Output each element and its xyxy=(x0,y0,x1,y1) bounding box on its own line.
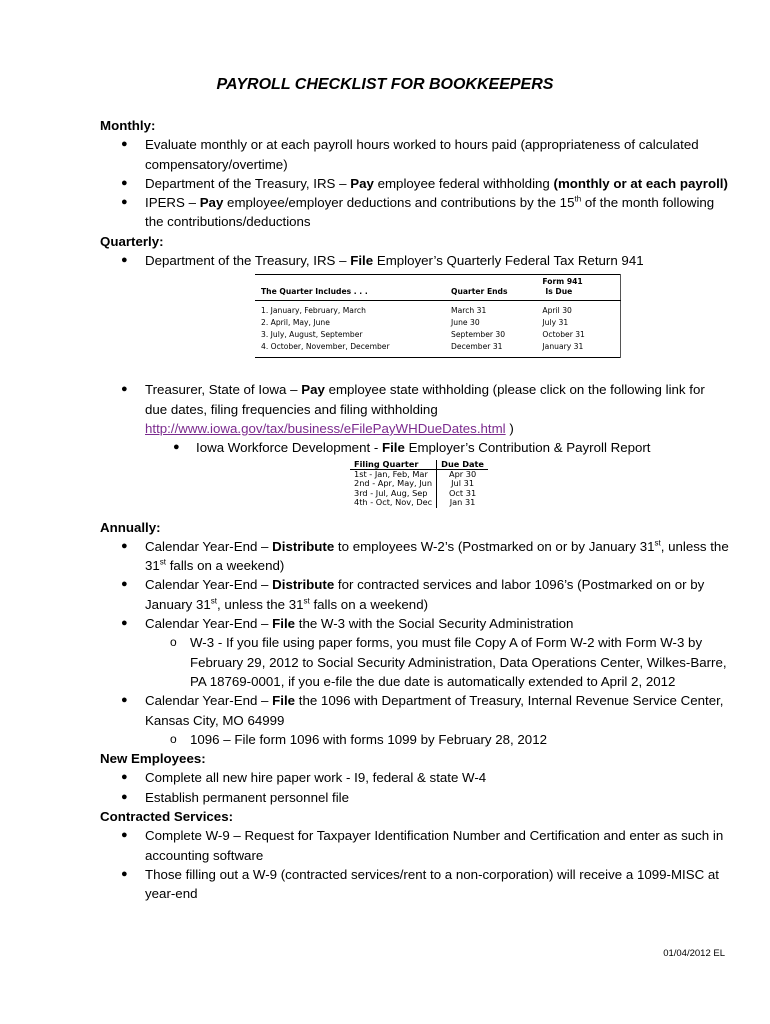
list-item xyxy=(100,251,730,270)
ordinal-suffix: st xyxy=(159,557,167,567)
item-text: employee federal withholding xyxy=(373,175,554,191)
item-text: Department of the Treasury, IRS – xyxy=(145,175,351,191)
section-heading-contracted-services: Contracted Services: xyxy=(100,809,234,825)
table-header xyxy=(536,275,620,301)
list-item xyxy=(100,826,730,865)
item-text: , unless the 31 xyxy=(145,538,729,574)
item-text: Employer’s Contribution & Payroll Report xyxy=(404,440,651,456)
bullet-icon: ● xyxy=(121,539,128,552)
list-item xyxy=(100,788,730,807)
table-header-line: Form 941 xyxy=(542,277,583,287)
iwd-due-date-table xyxy=(350,460,488,508)
table-header: The Quarter Includes . . . xyxy=(255,275,445,301)
bullet-icon: ● xyxy=(121,196,128,209)
item-text: employee/employer deductions and contributions by the 15 xyxy=(223,195,575,211)
item-text: to employees W-2’s (Postmarked on or by January 31 xyxy=(334,538,655,554)
sub-bullet-icon: o xyxy=(170,635,177,650)
item-emphasis: File xyxy=(272,693,296,709)
item-text: Employer’s Quarterly Federal Tax Return 941 xyxy=(373,253,644,269)
item-emphasis: File xyxy=(381,440,405,456)
list-item xyxy=(100,575,730,614)
table-cell: October 31 xyxy=(536,329,620,341)
bullet-icon: ● xyxy=(121,771,128,784)
table-cell: December 31 xyxy=(451,342,503,352)
table-cell: Oct 31 xyxy=(448,487,477,498)
section-heading-annually: Annually: xyxy=(100,519,161,535)
item-text: Complete W-9 – Request for Taxpayer Identification Number and Certification and enter as such in accounting software xyxy=(145,828,724,863)
table-cell: 3rd - Jul, Aug, Sep xyxy=(350,489,437,498)
table-cell: 2. April, May, June xyxy=(261,318,330,328)
item-text: W-3 - If you file using paper forms, you must file Copy A of Form W-2 with Form W-3 by February 29, 2012 to Social Security Administration, Data Operations Center, Wilkes-Barre, PA 18769-0001, if you e-file the due date is automatically extended to April 2, 2012 xyxy=(190,635,727,689)
item-text: Calendar Year-End – xyxy=(145,616,273,632)
table-header: Filing Quarter xyxy=(350,460,437,470)
table-cell: June 30 xyxy=(451,318,480,328)
item-text: Iowa Workforce Development - xyxy=(196,440,382,456)
item-text: of the month following the contributions/deductions xyxy=(145,195,715,230)
item-text: Calendar Year-End – xyxy=(145,577,273,593)
bullet-icon: ● xyxy=(121,790,128,803)
form-941-quarter-table xyxy=(255,274,621,358)
sub-list-item xyxy=(100,633,730,691)
item-text: Department of the Treasury, IRS – xyxy=(145,253,351,269)
page-title: PAYROLL CHECKLIST FOR BOOKKEEPERS xyxy=(216,76,554,93)
item-text: falls on a weekend) xyxy=(166,558,285,574)
table-cell: 3. July, August, September xyxy=(261,330,363,340)
table-cell: 1st - Jan, Feb, Mar xyxy=(350,469,437,479)
sub-list-item xyxy=(100,730,730,749)
table-row xyxy=(255,329,621,341)
table-cell: 4. October, November, December xyxy=(261,342,390,352)
item-emphasis: File xyxy=(272,616,296,632)
item-text: employee state withholding (please click on the following link for due dates, filing frequencies and filing withholding xyxy=(145,382,705,417)
list-item xyxy=(100,193,730,232)
table-header: Due Date xyxy=(437,460,488,470)
section-heading-quarterly: Quarterly: xyxy=(100,233,164,249)
item-text: Complete all new hire paper work - I9, federal & state W-4 xyxy=(145,770,487,786)
table-cell: July 31 xyxy=(536,317,620,329)
ordinal-suffix: st xyxy=(654,538,661,548)
bullet-icon: ● xyxy=(121,617,128,630)
list-item xyxy=(100,768,730,787)
table-cell: April 30 xyxy=(536,301,620,318)
bullet-icon: ● xyxy=(121,694,128,707)
item-emphasis: Distribute xyxy=(272,538,335,554)
item-text: Those filling out a W-9 (contracted services/rent to a non-corporation) will receive a 1099-MISC at year-end xyxy=(145,866,719,902)
bullet-icon: ● xyxy=(121,867,128,880)
table-row xyxy=(350,498,488,507)
bullet-icon: ● xyxy=(121,254,128,267)
table-cell: September 30 xyxy=(451,330,506,340)
table-header: Quarter Ends xyxy=(445,275,536,301)
table-cell: Jul 31 xyxy=(451,478,475,489)
table-cell: Apr 30 xyxy=(448,468,477,479)
item-text: IPERS – xyxy=(145,195,200,211)
iowa-due-dates-link[interactable]: http://www.iowa.gov/tax/business/eFilePayWHDueDates.html xyxy=(145,420,506,436)
checklist-content xyxy=(100,116,730,904)
bullet-icon: ● xyxy=(121,383,128,396)
ordinal-suffix: st xyxy=(303,596,310,606)
item-emphasis: Pay xyxy=(301,382,325,398)
list-item xyxy=(100,380,730,438)
ordinal-suffix: th xyxy=(574,194,582,204)
item-text: falls on a weekend) xyxy=(309,596,429,612)
item-emphasis: Pay xyxy=(350,175,374,191)
bullet-icon: ● xyxy=(121,138,128,151)
table-cell: 4th - Oct, Nov, Dec xyxy=(350,498,437,507)
item-text: Establish permanent personnel file xyxy=(145,789,350,805)
item-text: Treasurer, State of Iowa – xyxy=(145,382,302,398)
item-text: the W-3 with the Social Security Administration xyxy=(295,616,574,632)
list-item xyxy=(100,691,730,730)
item-text: Evaluate monthly or at each payroll hours worked to hours paid (appropriateness of calculated compensatory/overtime) xyxy=(145,137,699,172)
table-cell: March 31 xyxy=(451,306,487,316)
list-item xyxy=(100,865,730,904)
item-text: Calendar Year-End – xyxy=(145,693,273,709)
item-text: Calendar Year-End – xyxy=(145,538,273,554)
sub-bullet-icon: o xyxy=(170,731,177,746)
list-item xyxy=(100,537,730,576)
table-cell: January 31 xyxy=(536,341,620,358)
list-item xyxy=(100,135,730,174)
table-row xyxy=(255,341,621,358)
bullet-icon: ● xyxy=(121,578,128,591)
bullet-icon: ● xyxy=(121,176,128,189)
item-text: ) xyxy=(505,420,514,436)
item-emphasis: File xyxy=(350,253,374,269)
item-text: for contracted services and labor 1096’s (Postmarked on or by January 31 xyxy=(145,577,705,612)
footer-date: 01/04/2012 EL xyxy=(663,948,725,959)
table-row xyxy=(255,301,621,318)
section-heading-monthly: Monthly: xyxy=(100,118,156,133)
item-emphasis: Pay xyxy=(199,195,224,211)
section-heading-new-employees: New Employees: xyxy=(100,751,206,767)
item-emphasis: (monthly or at each payroll) xyxy=(553,175,728,191)
table-cell: 2nd - Apr, May, Jun xyxy=(350,479,437,488)
table-cell: 1. January, February, March xyxy=(261,306,366,316)
item-text: , unless the 31 xyxy=(217,596,304,612)
list-item xyxy=(100,438,730,457)
bullet-icon: ● xyxy=(121,829,128,842)
bullet-icon: ● xyxy=(173,441,180,454)
item-emphasis: Distribute xyxy=(272,577,335,593)
list-item xyxy=(100,174,730,193)
item-text: 1096 – File form 1096 with forms 1099 by February 28, 2012 xyxy=(190,731,547,747)
list-item xyxy=(100,614,730,633)
table-header-line: Is Due xyxy=(545,287,573,297)
ordinal-suffix: st xyxy=(210,596,218,606)
table-row xyxy=(255,317,621,329)
table-cell: Jan 31 xyxy=(449,497,476,508)
item-text: the 1096 with Department of Treasury, Internal Revenue Service Center, Kansas City, MO 64999 xyxy=(145,693,724,728)
